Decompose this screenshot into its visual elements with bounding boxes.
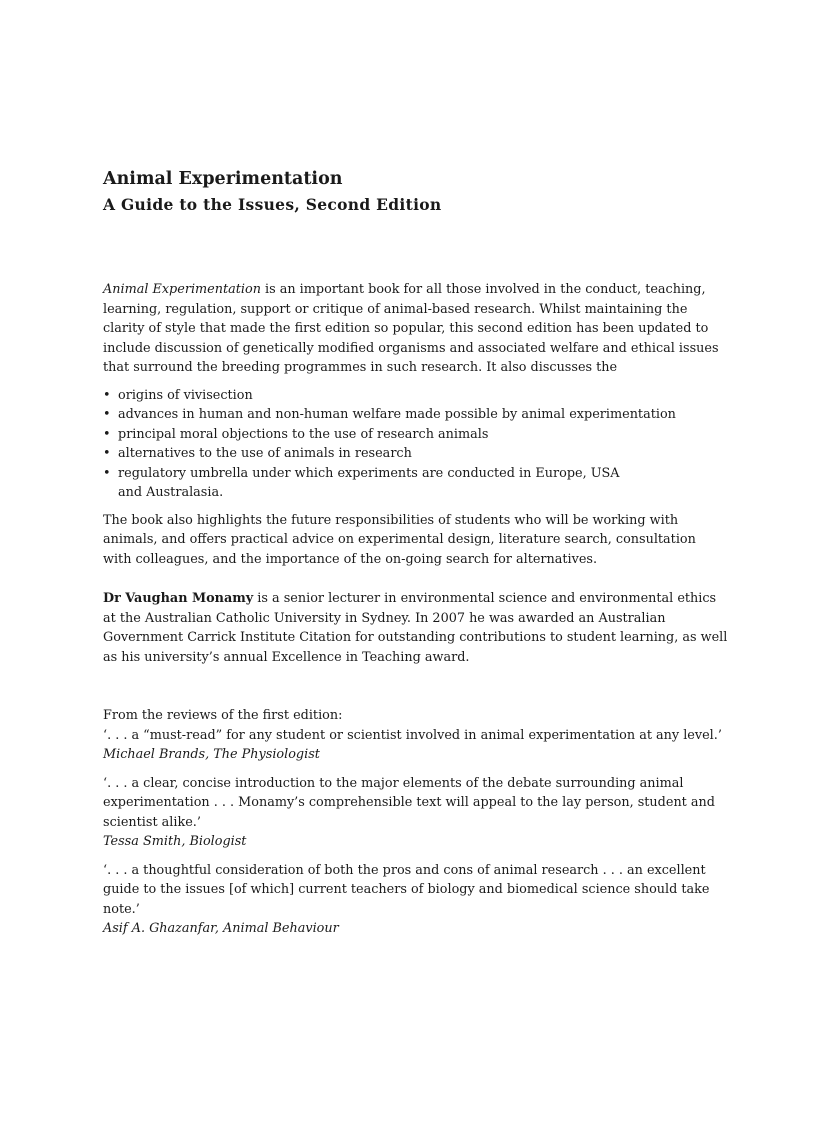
- author-name: Dr Vaughan Monamy: [103, 591, 254, 606]
- list-item: • advances in human and non-human welfare made possible by animal experimentation: [103, 405, 728, 425]
- highlights-paragraph: The book also highlights the future responsibilities of students who will be working with animals, and offers practical advice on experimental design, literature search, consultation with colleagues, and the importance of the on-going search for alternatives.: [103, 512, 696, 567]
- list-item: • principal moral objections to the use of research animals: [103, 425, 728, 445]
- description-italic-title: Animal Experimentation: [103, 282, 261, 297]
- author-bio-text: is a senior lecturer in environmental science and environmental ethics at the Australian Catholic University in Sydney. In 2007 he was awarded an Australian Government Carrick Institute Citation for outstanding contributions to student learning, as well as his university’s annual Excellence in Teaching award.: [103, 591, 728, 665]
- description-text: is an important book for all those involved in the conduct, teaching, learning, regulation, support or critique of animal-based research. Whilst maintaining the clarity of style that made the first edition so popular, this second edition has been updated to include discussion of genetically modified organisms and associated welfare and ethical issues that surround the breeding programmes in such research. It also discusses the: [103, 282, 719, 375]
- reviews-section: [103, 706, 728, 939]
- reviews-heading: From the reviews of the first edition:: [103, 708, 343, 723]
- topics-list: [103, 386, 728, 503]
- review-quote: ‘. . . a “must-read” for any student or scientist involved in animal experimentation at any level.’: [103, 727, 722, 743]
- list-item: • regulatory umbrella under which experiments are conducted in Europe, USA and Australasia.: [103, 464, 638, 503]
- list-item: • alternatives to the use of animals in research: [103, 444, 728, 464]
- review-item: [103, 726, 728, 765]
- book-subtitle: A Guide to the Issues, Second Edition: [103, 195, 442, 214]
- author-bio: [103, 589, 728, 667]
- review-item: [103, 774, 728, 852]
- review-source: Asif A. Ghazanfar, Animal Behaviour: [103, 921, 339, 936]
- review-quote: ‘. . . a clear, concise introduction to the major elements of the debate surrounding animal experimentation . . . Monamy’s comprehensible text will appeal to the lay person, student and scientist alike.’: [103, 775, 715, 830]
- review-item: [103, 861, 728, 939]
- review-source: Michael Brands, The Physiologist: [103, 747, 320, 762]
- review-source: Tessa Smith, Biologist: [103, 834, 247, 849]
- list-item: • origins of vivisection: [103, 386, 728, 406]
- book-title: Animal Experimentation: [103, 169, 343, 189]
- book-back-cover-page: [103, 166, 728, 939]
- description-paragraph: [103, 280, 728, 378]
- review-quote: ‘. . . a thoughtful consideration of both the pros and cons of animal research . . . an excellent guide to the issues [of which] current teachers of biology and biomedical science should take note.’: [103, 862, 710, 917]
